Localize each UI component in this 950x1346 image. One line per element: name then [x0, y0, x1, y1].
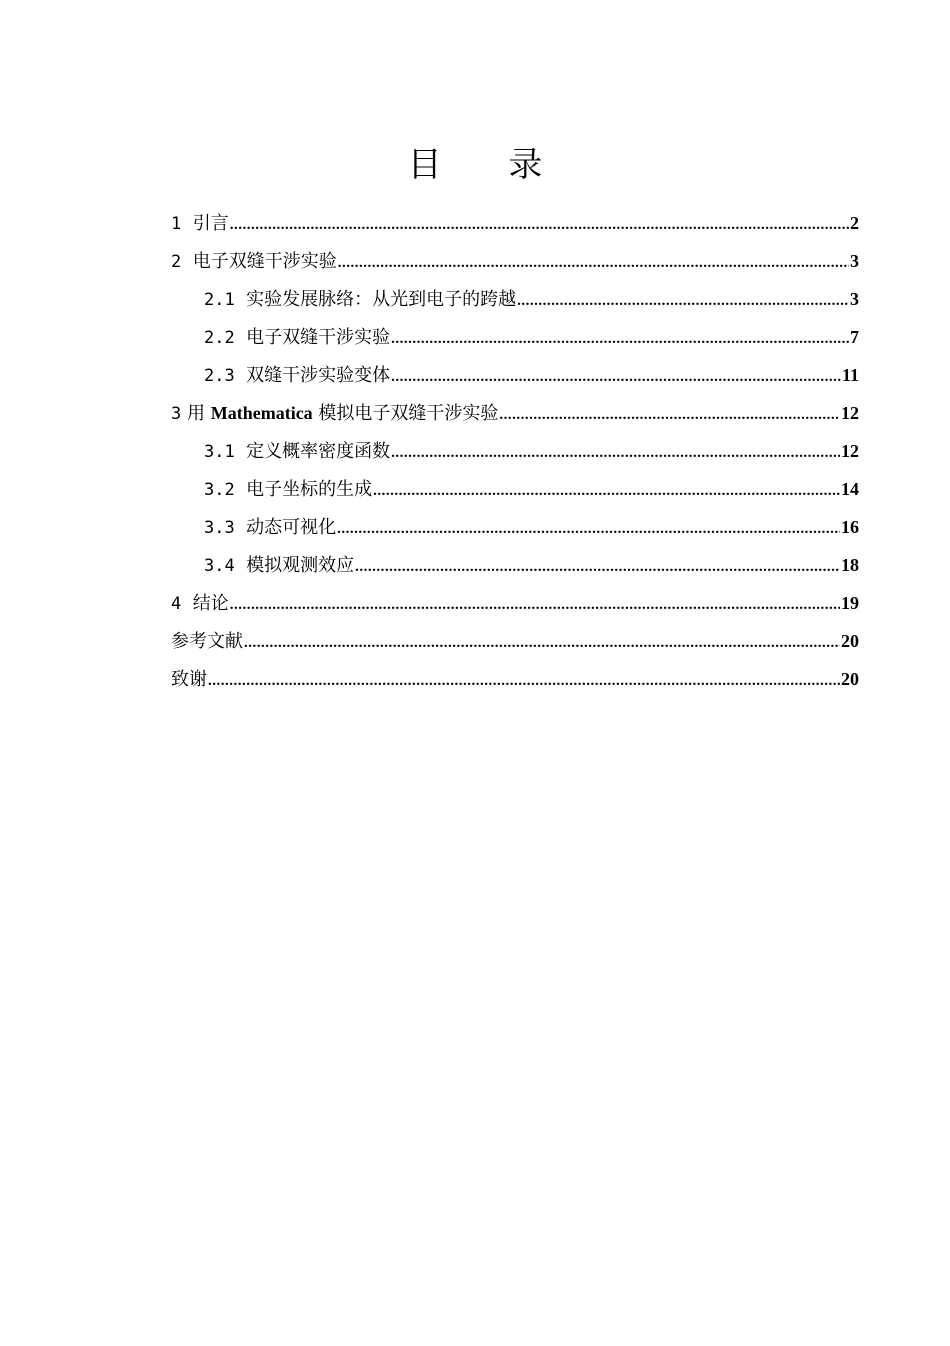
dot-leader: [391, 358, 841, 396]
toc-entry-label: [171, 394, 498, 433]
toc-entry-references[interactable]: [171, 622, 859, 660]
toc-entry-conclusion[interactable]: [171, 584, 859, 622]
toc-entry-title-prefix: 用: [186, 403, 205, 424]
toc-page-number: 18: [841, 555, 859, 575]
toc-entry-label: [204, 357, 390, 395]
toc-entry-title: 模拟电子双缝干涉实验: [318, 403, 499, 424]
toc-entry-section-3-3[interactable]: [171, 508, 859, 546]
toc-entry-label: [204, 471, 372, 509]
toc-entry-title: 电子坐标的生成: [246, 479, 373, 500]
toc-entry-number: 4: [171, 594, 182, 614]
toc-entry-title: 引言: [192, 213, 229, 234]
toc-entry-title: 动态可视化: [246, 517, 337, 538]
toc-entry-number: 3.3: [204, 518, 235, 538]
toc-page-number: 3: [850, 251, 859, 271]
toc-page-number: 2: [850, 213, 859, 233]
toc-entry-number: 2.2: [204, 328, 235, 348]
toc-entry-label: [171, 243, 337, 281]
dot-leader: [337, 510, 840, 548]
toc-entry-label: [204, 547, 354, 585]
toc-page-number: 7: [850, 327, 859, 347]
toc-entry-chapter-3[interactable]: [171, 394, 859, 432]
toc-entry-title: 致谢: [171, 669, 207, 690]
dot-leader: [499, 396, 840, 434]
toc-entry-label: [171, 585, 229, 623]
dot-leader: [338, 244, 849, 282]
toc-entry-title: 实验发展脉络：从光到电子的跨越: [246, 289, 517, 310]
toc-page-number: 19: [841, 593, 859, 613]
toc-page-number: 3: [850, 289, 859, 309]
toc-page-number: 12: [841, 403, 859, 423]
toc-entry-label: [171, 623, 243, 661]
toc-entry-number: 1: [171, 214, 182, 234]
toc-entry-number: 2: [171, 252, 182, 272]
table-of-contents: [171, 204, 859, 698]
toc-entry-label: [204, 433, 390, 471]
toc-entry-chapter-2[interactable]: [171, 242, 859, 280]
toc-entry-acknowledgements[interactable]: [171, 660, 859, 698]
toc-entry-section-3-2[interactable]: [171, 470, 859, 508]
toc-page-number: 20: [841, 631, 859, 651]
toc-entry-title: 双缝干涉实验变体: [246, 365, 391, 386]
toc-entry-section-3-4[interactable]: [171, 546, 859, 584]
toc-entry-title: 电子双缝干涉实验: [246, 327, 391, 348]
toc-entry-label: [204, 281, 516, 319]
toc-entry-title: 模拟观测效应: [246, 555, 355, 576]
toc-page-number: 14: [841, 479, 859, 499]
dot-leader: [208, 662, 840, 700]
toc-entry-section-2-1[interactable]: [171, 280, 859, 318]
dot-leader: [230, 206, 849, 244]
dot-leader: [391, 434, 840, 472]
toc-entry-title: 电子双缝干涉实验: [192, 251, 337, 272]
toc-entry-number: 3.2: [204, 480, 235, 500]
toc-entry-title: 结论: [192, 593, 229, 614]
dot-leader: [391, 320, 849, 358]
toc-page-number: 11: [841, 365, 859, 385]
dot-leader: [355, 548, 840, 586]
toc-entry-label: [171, 661, 207, 699]
page-title: 目 录: [407, 145, 571, 185]
toc-page-number: 16: [841, 517, 859, 537]
toc-entry-number: 3.1: [204, 442, 235, 462]
toc-entry-section-3-1[interactable]: [171, 432, 859, 470]
toc-entry-title: 参考文献: [171, 631, 243, 652]
toc-entry-number: 2.1: [204, 290, 235, 310]
toc-entry-title-latin: Mathematica: [210, 403, 313, 423]
toc-entry-label: [204, 509, 336, 547]
toc-entry-number: 3.4: [204, 556, 235, 576]
toc-entry-number: 2.3: [204, 366, 235, 386]
toc-entry-title: 定义概率密度函数: [246, 441, 391, 462]
dot-leader: [517, 282, 849, 320]
dot-leader: [244, 624, 840, 662]
toc-entry-introduction[interactable]: [171, 204, 859, 242]
toc-entry-section-2-2[interactable]: [171, 318, 859, 356]
toc-page-number: 12: [841, 441, 859, 461]
toc-entry-label: [204, 319, 390, 357]
dot-leader: [230, 586, 840, 624]
toc-entry-section-2-3[interactable]: [171, 356, 859, 394]
toc-page-number: 20: [841, 669, 859, 689]
toc-entry-number: 3: [171, 404, 182, 424]
toc-entry-label: [171, 205, 229, 243]
dot-leader: [373, 472, 840, 510]
